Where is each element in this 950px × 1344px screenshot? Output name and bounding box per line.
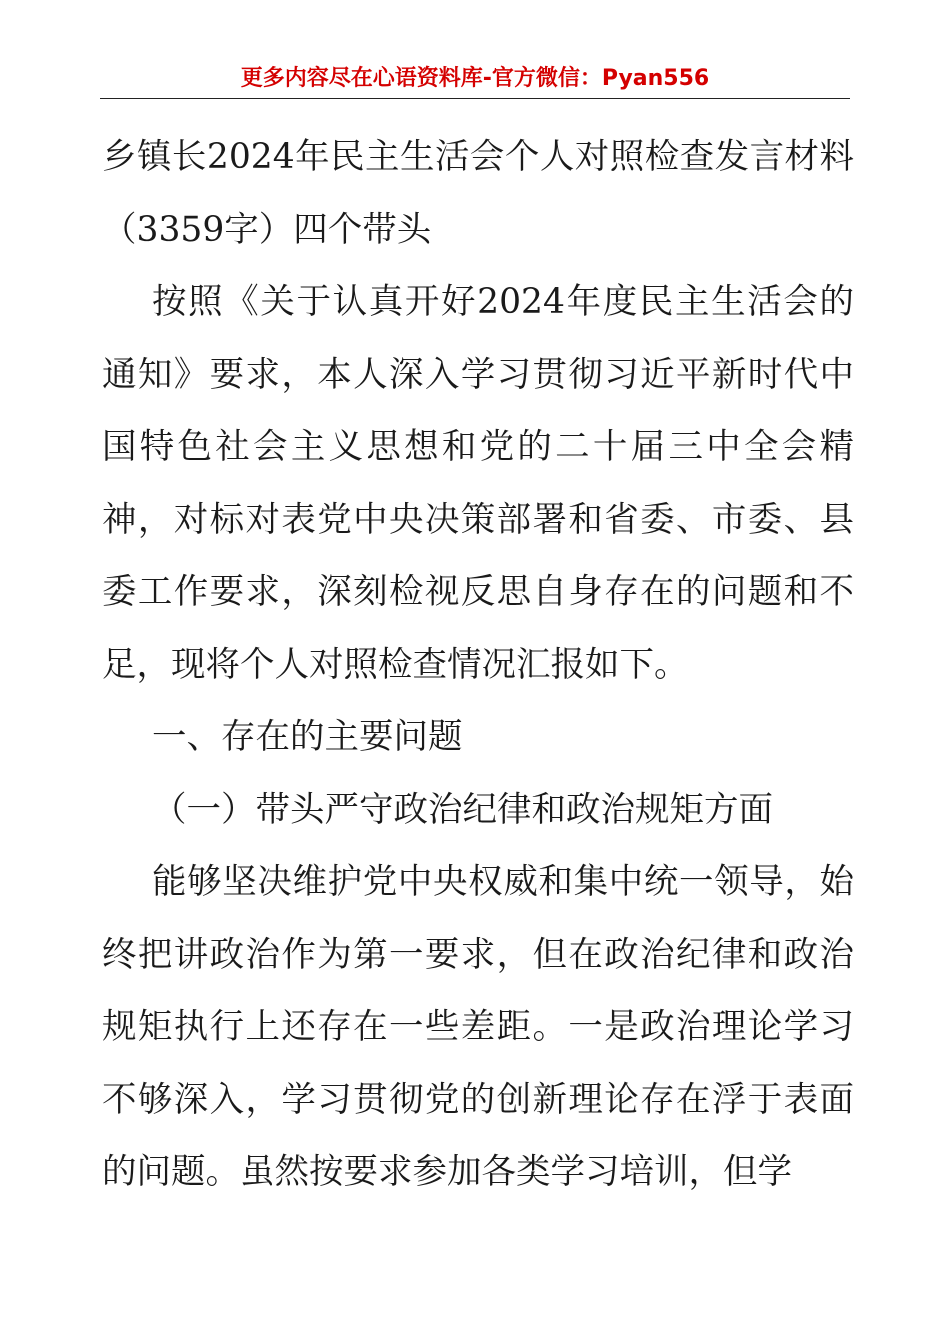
section-heading-1: 一、存在的主要问题 xyxy=(152,717,463,757)
intro-paragraph: 按照《关于认真开好2024年度民主生活会的通知》要求，本人深入学习贯彻习近平新时代中国特色社会主义思想和党的二十届三中全会精神，对标对表党中央决策部署和省委、市委、县委工作要求，深刻检视反思自身存在的问题和不足，现将个人对照检查情况汇报如下。 xyxy=(102,282,854,685)
header-divider xyxy=(100,98,850,99)
subsection-heading-1: （一）带头严守政治纪律和政治规矩方面 xyxy=(152,789,773,830)
document-title: 乡镇长2024年民主生活会个人对照检查发言材料（3359字）四个带头 xyxy=(102,137,854,250)
body-paragraph-1: 能够坚决维护党中央权威和集中统一领导，始终把讲政治作为第一要求，但在政治纪律和政治规矩执行上还存在一些差距。一是政治理论学习不够深入，学习贯彻党的创新理论存在浮于表面的问题。虽然按要求参加各类学习培训，但学 xyxy=(102,862,854,1192)
header-watermark-text: 更多内容尽在心语资料库-官方微信：Pyan556 xyxy=(240,66,710,91)
document-body xyxy=(102,121,854,1209)
